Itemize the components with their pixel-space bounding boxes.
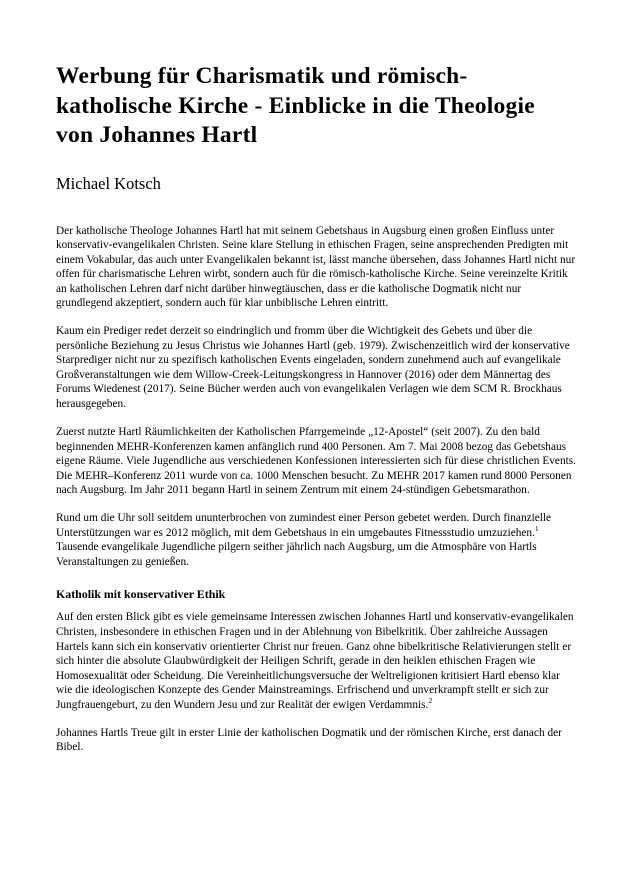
document-body <box>56 224 576 755</box>
paragraph-gebetsmarathon-text-before-footnote: Rund um die Uhr soll seitdem ununterbrochen von zumindest einer Person gebetet werden. Durch finanzielle Unterstützungen war es 2012 möglich, mit dem Gebetshaus in ein umgebautes Fitnessstudio umzuziehen. <box>56 512 552 539</box>
section-heading-katholik-ethik: Katholik mit konservativer Ethik <box>56 587 226 602</box>
page-title: Werbung für Charismatik und römisch-katholische Kirche - Einblicke in die Theologie von Johannes Hartl <box>56 63 535 148</box>
paragraph-gebetsmarathon-text-after-footnote: Tausende evangelikale Jugendliche pilgern seither jährlich nach Augsburg, um die Atmosphäre von Hartls Veranstaltungen zu genießen. <box>56 541 537 568</box>
footnote-marker-1[interactable]: 1 <box>534 524 539 534</box>
paragraph-gebetshaus-geschichte: Zuerst nutzte Hartl Räumlichkeiten der Katholischen Pfarrgemeinde „12-Apostel“ (seit 2007). Zu den bald beginnenden MEHR-Konferenzen kamen anfänglich rund 400 Personen. Am 7. Mai 2008 bezog das Gebetshaus eigene Räume. Viele Jugendliche aus verschiedenen Konfessionen interessierten sich für diese christlichen Events. Die MEHR–Konferenz 2011 wurde von ca. 1000 Menschen besucht. Zu MEHR 2017 kamen rund 8000 Personen nach Augsburg. Im Jahr 2011 begann Hartl in seinem Zentrum mit einem 24-stündigen Gebetsmarathon. <box>56 426 576 497</box>
paragraph-prediger: Kaum ein Prediger redet derzeit so eindringlich und fromm über die Wichtigkeit des Gebets und über die persönliche Beziehung zu Jesus Christus wie Johannes Hartl (geb. 1979). Zwischenzeitlich wird der konservative Starprediger nicht nur zu spezifisch katholischen Events eingeladen, sondern zunehmend auch auf evangelikale Großveranstaltungen wie dem Willow-Creek-Leitungskongress in Hannover (2016) oder dem Männertag des Forums Wiedenest (2017). Seine Bücher werden auch von evangelikalen Verlagen wie dem SCM R. Brockhaus herausgegeben. <box>56 325 570 411</box>
paragraph-gemeinsame-interessen-text-before-footnote: Auf den ersten Blick gibt es viele gemeinsame Interessen zwischen Johannes Hartl und konservativ-evangelikalen Christen, insbesondere in ethischen Fragen und in der Ablehnung von Bibelkritik. Über zahlreiche Aussagen Hartels kann sich ein konservativ orientierter Christ nur freuen. Ganz ohne bibelkritische Relativierungen stellt er sich hinter die absolute Glaubwürdigkeit der Heiligen Schrift, gerade in den heiklen ethischen Fragen wie Homosexualität oder Scheidung. Die Vereinheitlichungsversuche der Weltreligionen kritisiert Hartl ebenso klar wie die ideologischen Konzepte des Gender Mainstreamings. Erfrischend und unverkrampft stellt er sich zur Jungfrauengeburt, zu den Wundern Jesu und zur Realität der ewigen Verdammnis. <box>56 611 574 711</box>
paragraph-gemeinsame-interessen <box>56 610 576 712</box>
paragraph-gebetsmarathon <box>56 511 576 569</box>
footnote-marker-2[interactable]: 2 <box>428 696 433 705</box>
paragraph-treue-dogmatik: Johannes Hartls Treue gilt in erster Linie der katholischen Dogmatik und der römischen Kirche, erst danach der Bibel. <box>56 726 562 754</box>
paragraph-intro: Der katholische Theologe Johannes Hartl hat mit seinem Gebetshaus in Augsburg einen großen Einfluss unter konservativ-evangelikalen Christen. Seine klare Stellung in ethischen Fragen, seine ansprechenden Predigten mit einem Vokabular, das auch unter Evangelikalen bekannt ist, lässt manche übersehen, dass Johannes Hartl nicht nur offen für charismatische Lehren wirbt, sondern auch für die römisch-katholische Kirche. Seine vereinzelte Kritik an katholischen Lehren darf nicht darüber hinwegtäuschen, dass er die katholische Dogmatik nicht nur grundlegend akzeptiert, sondern auch für klar unbiblische Lehren eintritt. <box>56 224 576 310</box>
document-author: Michael Kotsch <box>56 173 161 193</box>
